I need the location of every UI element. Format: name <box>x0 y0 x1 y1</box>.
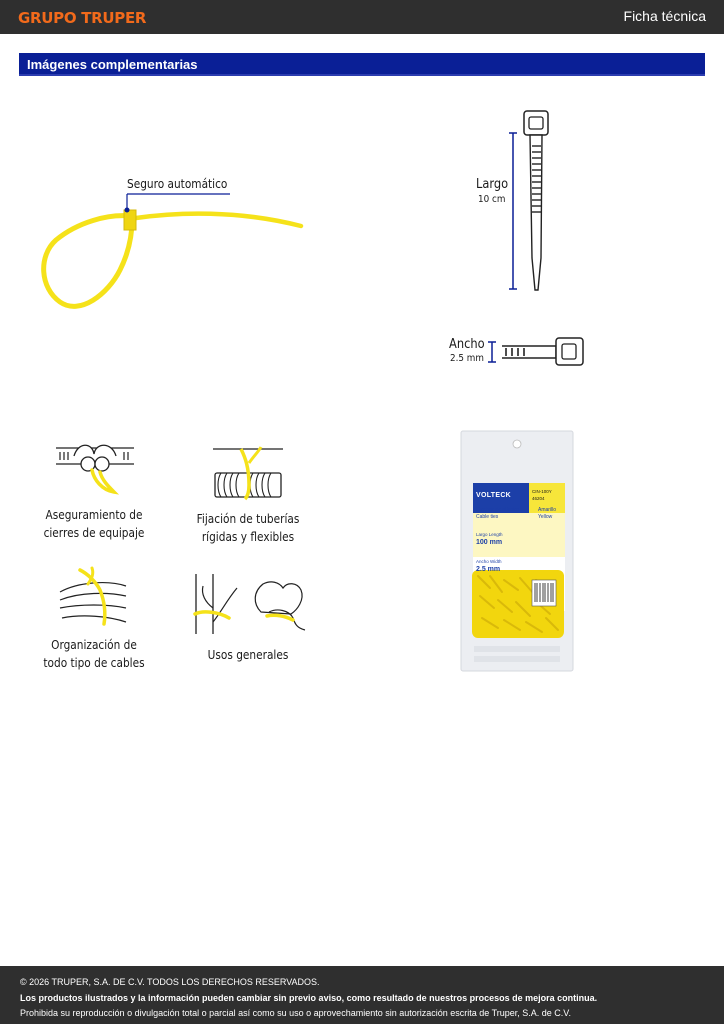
package-sku: 46204 <box>532 496 545 501</box>
footer-prohibition: Prohibida su reproducción o divulgación total o parcial así como su uso o aprovechamiento sin autorización escrita de Truper, S.A. de C.V. <box>20 1008 571 1018</box>
footer-copyright: © 2026 TRUPER, S.A. DE C.V. TODOS LOS DERECHOS RESERVADOS. <box>20 977 320 987</box>
pipe-fixing-icon <box>213 443 285 503</box>
package-brand: VOLTECK <box>476 492 512 499</box>
header-bar <box>0 0 724 34</box>
length-value: 10 cm <box>478 194 506 205</box>
cable-tie-length-illustration <box>500 108 560 298</box>
cable-tie-loop-illustration <box>38 170 308 320</box>
section-title: Imágenes complementarias <box>27 57 198 72</box>
section-header <box>19 53 705 76</box>
package-product-en: Cable ties <box>476 514 499 520</box>
use-label-cables: Organización de todo tipo de cables <box>43 638 145 670</box>
use-label-general: Usos generales <box>207 648 289 662</box>
package-length-label: Largo Length <box>476 532 503 537</box>
package-width-label: Ancho Width <box>476 559 502 564</box>
cable-tie-width-illustration <box>486 335 590 369</box>
footer <box>0 966 724 1024</box>
package-code: CIN-100Y <box>532 489 552 494</box>
width-label: Ancho <box>449 337 485 352</box>
product-package-image <box>460 430 574 672</box>
package-color: Amarillo <box>538 507 557 513</box>
lock-label: Seguro automático <box>127 177 228 191</box>
truper-logo[interactable]: GRUPO TRUPER <box>18 9 147 27</box>
general-use-icon <box>193 572 309 638</box>
package-product: Cinchos de plástico <box>476 507 520 513</box>
length-label: Largo <box>476 177 509 192</box>
document-type: Ficha técnica <box>623 8 706 24</box>
package-length-value: 100 mm <box>476 539 503 546</box>
package-width-value: 2.5 mm <box>476 566 501 573</box>
use-label-luggage: Aseguramiento de cierres de equipaje <box>43 508 145 540</box>
cable-bundle-icon <box>58 564 130 628</box>
package-color-en: Yellow <box>538 514 553 520</box>
luggage-zipper-icon <box>54 440 138 498</box>
width-value: 2.5 mm <box>450 353 484 364</box>
use-label-pipes: Fijación de tuberías rígidas y flexibles <box>196 512 300 544</box>
footer-notice: Los productos ilustrados y la información pueden cambiar sin previo aviso, como resultado de nuestros procesos de mejora continua. <box>20 992 598 1003</box>
